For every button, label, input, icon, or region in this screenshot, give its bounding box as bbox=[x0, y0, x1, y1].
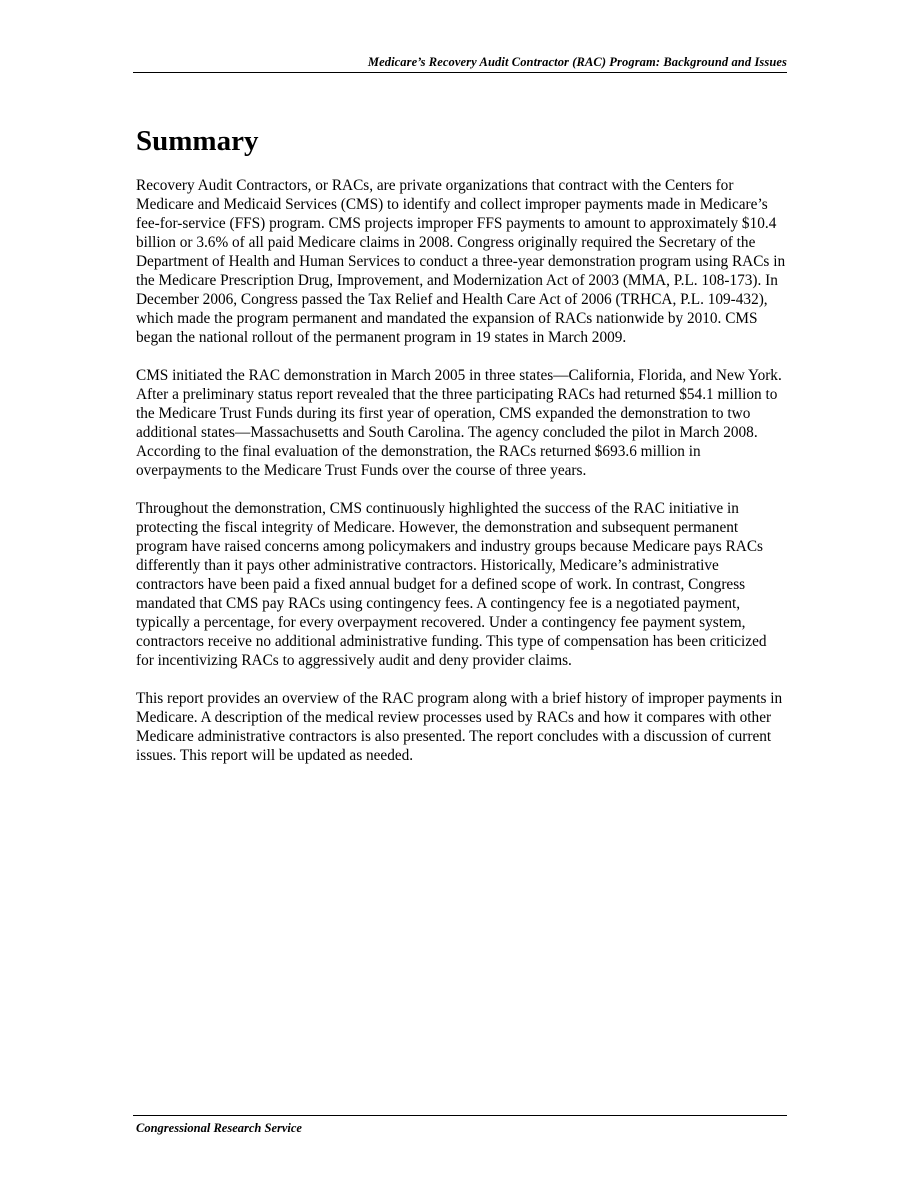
summary-paragraph-1: Recovery Audit Contractors, or RACs, are private organizations that contract with the Centers for Medicare and Medicaid Services (CMS) to identify and collect improper payments made in Medicare’s fee-for-service (FFS) program. CMS projects improper FFS payments to amount to approximately $10.4 billion or 3.6% of all paid Medicare claims in 2008. Congress originally required the Secretary of the Department of Health and Human Services to conduct a three-year demonstration program using RACs in the Medicare Prescription Drug, Improvement, and Modernization Act of 2003 (MMA, P.L. 108-173). In December 2006, Congress passed the Tax Relief and Health Care Act of 2006 (TRHCA, P.L. 109-432), which made the program permanent and mandated the expansion of RACs nationwide by 2010. CMS began the national rollout of the permanent program in 19 states in March 2009. bbox=[136, 177, 786, 346]
running-footer-source: Congressional Research Service bbox=[136, 1121, 302, 1135]
header-divider bbox=[133, 72, 787, 73]
summary-paragraph-3: Throughout the demonstration, CMS continuously highlighted the success of the RAC initiative in protecting the fiscal integrity of Medicare. However, the demonstration and subsequent permanent program have raised concerns among policymakers and industry groups because Medicare pays RACs differently than it pays other administrative contractors. Historically, Medicare’s administrative contractors have been paid a fixed annual budget for a defined scope of work. In contrast, Congress mandated that CMS pay RACs using contingency fees. A contingency fee is a negotiated payment, typically a percentage, for every overpayment recovered. Under a contingency fee payment system, contractors receive no additional administrative funding. This type of compensation has been criticized for incentivizing RACs to aggressively audit and deny provider claims. bbox=[136, 500, 767, 669]
footer-divider bbox=[133, 1115, 787, 1116]
running-header-title: Medicare’s Recovery Audit Contractor (RAC) Program: Background and Issues bbox=[367, 55, 787, 69]
page-title: Summary bbox=[136, 125, 259, 157]
summary-paragraph-4: This report provides an overview of the RAC program along with a brief history of improper payments in Medicare. A description of the medical review processes used by RACs and how it compares with other Medicare administrative contractors is also presented. The report concludes with a discussion of current issues. This report will be updated as needed. bbox=[136, 690, 783, 764]
summary-paragraph-2: CMS initiated the RAC demonstration in March 2005 in three states—California, Florida, and New York. After a preliminary status report revealed that the three participating RACs had returned $54.1 million to the Medicare Trust Funds during its first year of operation, CMS expanded the demonstration to two additional states—Massachusetts and South Carolina. The agency concluded the pilot in March 2008. According to the final evaluation of the demonstration, the RACs returned $693.6 million in overpayments to the Medicare Trust Funds over the course of three years. bbox=[136, 367, 782, 479]
summary-body bbox=[136, 176, 788, 784]
